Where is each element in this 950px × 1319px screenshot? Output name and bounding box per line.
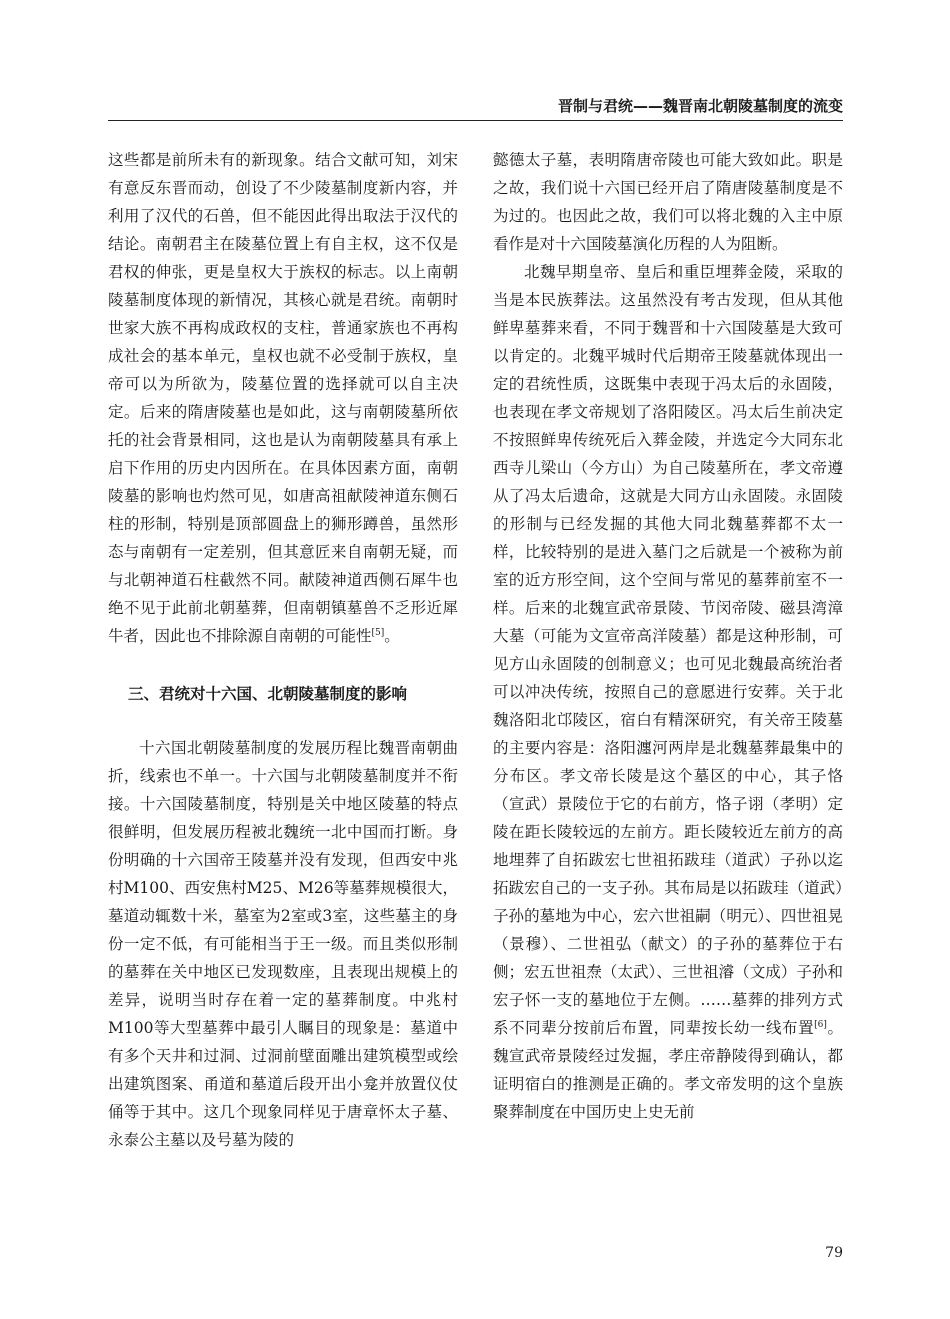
paragraph (493, 258, 843, 1126)
paragraph-end: 。魏宣武帝景陵经过发掘，孝庄帝静陵得到确认，都证明宿白的推测是正确的。孝文帝发明的这个皇族聚葬制度在中国历史上史无前 (493, 1019, 843, 1121)
citation-ref: [5] (371, 627, 385, 638)
paragraph-text: 这些都是前所未有的新现象。结合文献可知，刘宋有意反东晋而动，创设了不少陵墓制度新内容，并利用了汉代的石兽，但不能因此得出取法于汉代的结论。南朝君主在陵墓位置上有自主权，这不仅是君权的伸张，更是皇权大于族权的标志。以上南朝陵墓制度体现的新情况，其核心就是君统。南朝时世家大族不再构成政权的支柱，普通家族也不再构成社会的基本单元，皇权也就不必受制于族权，皇帝可以为所欲为，陵墓位置的选择就可以自主决定。后来的隋唐陵墓也是如此，这与南朝陵墓所依托的社会背景相同，这也是认为南朝陵墓具有承上启下作用的历史内因所在。在具体因素方面，南朝陵墓的影响也灼然可见，如唐高祖献陵神道东侧石柱的形制，特别是顶部圆盘上的狮形蹲兽，虽然形态与南朝有一定差别，但其意匠来自南朝无疑，而与北朝神道石柱截然不同。献陵神道西侧石犀牛也绝不见于此前北朝墓葬，但南朝镇墓兽不乏形近犀牛者，因此也不排除源自南朝的可能性 (108, 151, 458, 645)
left-column (108, 146, 458, 1154)
citation-ref: [6] (814, 1019, 827, 1030)
paragraph-end: 。 (384, 627, 400, 645)
running-header: 晋制与君统——魏晋南北朝陵墓制度的流变 (108, 95, 843, 121)
paragraph: 十六国北朝陵墓制度的发展历程比魏晋南朝曲折，线索也不单一。十六国与北朝陵墓制度并不衔接。十六国陵墓制度，特别是关中地区陵墓的特点很鲜明，但发展历程被北魏统一北中国而打断。身份明确的十六国帝王陵墓并没有发现，但西安中兆村M100、西安焦村M25、M26等墓葬规模很大，墓道动辄数十米，墓室为2室或3室，这些墓主的身份一定不低，有可能相当于王一级。而且类似形制的墓葬在关中地区已发现数座，且表现出规模上的差异，说明当时存在着一定的墓葬制度。中兆村M100等大型墓葬中最引人瞩目的现象是：墓道中有多个天井和过洞、过洞前壁面雕出建筑模型或绘出建筑图案、甬道和墓道后段开出小龛并放置仪仗俑等于其中。这几个现象同样见于唐章怀太子墓、永泰公主墓以及号墓为陵的 (108, 739, 458, 1149)
right-column (493, 146, 843, 1126)
paragraph (108, 146, 458, 650)
paragraph-text: 北魏早期皇帝、皇后和重臣埋葬金陵，采取的当是本民族葬法。这虽然没有考古发现，但从其他鲜卑墓葬来看，不同于魏晋和十六国陵墓是大致可以肯定的。北魏平城时代后期帝王陵墓就体现出一定的君统性质，这既集中表现于冯太后的永固陵，也表现在孝文帝规划了洛阳陵区。冯太后生前决定不按照鲜卑传统死后入葬金陵，并选定今大同东北西寺儿梁山（今方山）为自己陵墓所在，孝文帝遵从了冯太后遗命，这就是大同方山永固陵。永固陵的形制与已经发掘的其他大同北魏墓葬都不太一样，比较特别的是进入墓门之后就是一个被称为前室的近方形空间，这个空间与常见的墓葬前室不一样。后来的北魏宣武帝景陵、节闵帝陵、磁县湾漳大墓（可能为文宣帝高洋陵墓）都是这种形制，可见方山永固陵的创制意义；也可见北魏最高统治者可以冲决传统，按照自己的意愿进行安葬。关于北魏洛阳北邙陵区，宿白有精深研究，有关帝王陵墓的主要内容是：洛阳瀍河两岸是北魏墓葬最集中的分布区。孝文帝长陵是这个墓区的中心，其子恪（宣武）景陵位于它的右前方，恪子诩（孝明）定陵在距长陵较远的左前方。距长陵较近左前方的高地埋葬了自拓跋宏七世祖拓跋珪（道武）子孙以迄拓跋宏自己的一支子孙。其布局是以拓跋珪（道武）子孙的墓地为中心，宏六世祖嗣（明元）、四世祖晃（景穆）、二世祖弘（献文）的子孙的墓葬位于右侧；宏五世祖焘（太武）、三世祖濬（文成）子孙和宏子怀一支的墓地位于左侧。……墓葬的排列方式系不同辈分按前后布置，同辈按长幼一线布置 (493, 263, 843, 1037)
paragraph: 懿德太子墓，表明隋唐帝陵也可能大致如此。职是之故，我们说十六国已经开启了隋唐陵墓制度是不为过的。也因此之故，我们可以将北魏的入主中原看作是对十六国陵墓演化历程的人为阻断。 (493, 151, 843, 253)
section-title: 三、君统对十六国、北朝陵墓制度的影响 (128, 685, 408, 703)
page-number: 79 (825, 1245, 843, 1261)
